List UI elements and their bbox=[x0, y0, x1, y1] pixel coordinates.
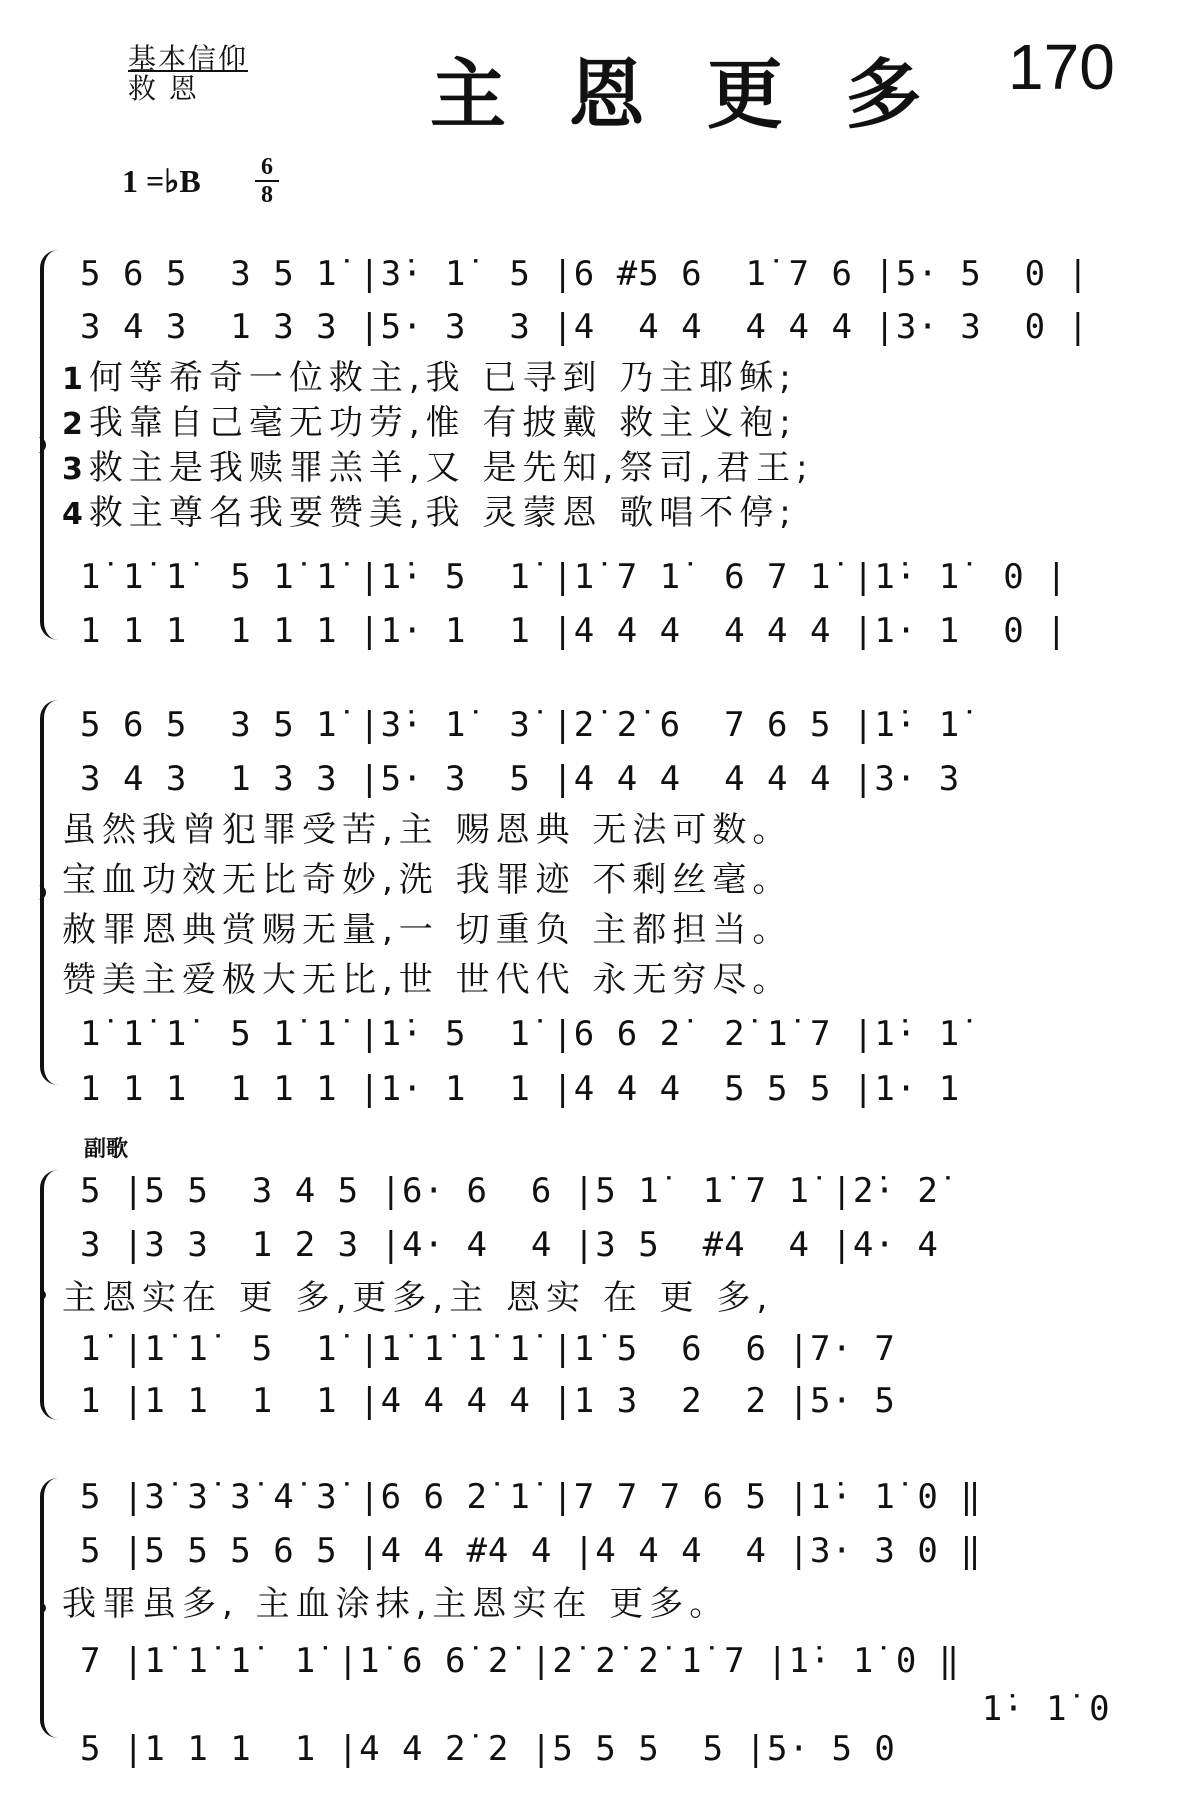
lyric-line bbox=[62, 1278, 773, 1318]
lyric-text: 我靠自己毫无功劳,惟 有披戴 救主义袍; bbox=[88, 403, 797, 443]
lyric-text: 虽然我曾犯罪受苦,主 赐恩典 无法可数。 bbox=[62, 810, 793, 850]
bass-row: 1 1 1 1 1 1 |1· 1 1 |4 4 4 5 5 5 |1· 1 bbox=[80, 1069, 961, 1109]
lyric-line bbox=[62, 448, 814, 490]
bass-row: 1 |1 1 1 1 |4 4 4 4 |1 3 2 2 |5· 5 bbox=[80, 1381, 896, 1421]
verse-number: 4 bbox=[62, 497, 83, 532]
tenor-row: 7 |1̇ 1̇ 1̇ 1̇ |1̇ 6 6̇ 2̇ |2̇ 2̇ 2̇ 1̇ 7 |1̇· 1̇ 0 ‖ bbox=[80, 1641, 961, 1681]
time-signature bbox=[255, 154, 279, 208]
lyric-line bbox=[62, 860, 792, 900]
lyric-line bbox=[62, 810, 792, 850]
lyric-text: 救主尊名我要赞美,我 灵蒙恩 歌唱不停; bbox=[88, 493, 797, 533]
category-label bbox=[128, 44, 248, 104]
hymn-title: 主 恩 更 多 bbox=[430, 50, 940, 139]
lyric-line bbox=[62, 358, 797, 400]
lyric-text: 主恩实在 更 多,更多,主 恩实 在 更 多, bbox=[62, 1278, 774, 1318]
lyric-text: 救主是我赎罪羔羊,又 是先知,祭司,君王; bbox=[88, 448, 814, 488]
system-brace bbox=[40, 1478, 64, 1738]
verse-number: 1 bbox=[62, 362, 83, 397]
extra-divisi-row: 1̇· 1̇ 0 bbox=[80, 1689, 1111, 1729]
lyric-text: 宝血功效无比奇妙,洗 我罪迹 不剩丝毫。 bbox=[62, 860, 793, 900]
category-line-2: 救 恩 bbox=[128, 72, 199, 105]
bass-row: 5 |1 1 1 1 |4 4 2̇ 2 |5 5 5 5 |5· 5 0 bbox=[80, 1729, 896, 1769]
alto-row: 3 4 3 1 3 3 |5· 3 5 |4 4 4 4 4 4 |3· 3 bbox=[80, 759, 961, 799]
category-line-1: 基本信仰 bbox=[128, 42, 249, 75]
soprano-row: 5 6 5 3 5 1̇ |3̇· 1̇ 3̇ |2̇ 2̇ 6 7 6 5 |1̇· 1̇ bbox=[80, 705, 961, 745]
lyric-line bbox=[62, 1584, 729, 1624]
soprano-row: 5 |3̇ 3̇ 3̇ 4̇ 3̇ |6 6 2̇ 1̇ |7 7 7 6 5 |1̇· 1̇ 0 ‖ bbox=[80, 1477, 982, 1517]
system-brace bbox=[40, 250, 64, 640]
meter-bottom: 8 bbox=[261, 182, 273, 208]
meter-top: 6 bbox=[261, 154, 273, 180]
hymn-number: 170 bbox=[1008, 31, 1115, 103]
soprano-row: 5 |5 5 3 4 5 |6· 6 6 |5 1̇ 1̇ 7 1̇ |2̇· 2̇ bbox=[80, 1171, 939, 1211]
lyric-line bbox=[62, 493, 797, 535]
system-brace bbox=[40, 700, 64, 1085]
lyric-line bbox=[62, 910, 792, 950]
lyric-text: 赦罪恩典赏赐无量,一 切重负 主都担当。 bbox=[62, 910, 793, 950]
bass-row: 1 1 1 1 1 1 |1· 1 1 |4 4 4 4 4 4 |1· 1 0 | bbox=[80, 611, 1068, 651]
key-signature: 1 =♭B bbox=[122, 163, 201, 199]
alto-row: 3 |3 3 1 2 3 |4· 4 4 |3 5 #4 4 |4· 4 bbox=[80, 1225, 939, 1265]
alto-row: 5 |5 5 5 6 5 |4 4 #4 4 |4 4 4 4 |3· 3 0 ‖ bbox=[80, 1531, 982, 1571]
tenor-row: 1̇ 1̇ 1̇ 5 1̇ 1̇ |1̇· 5 1̇ |1̇ 7 1̇ 6 7 1̇ |1̇· 1̇ 0 | bbox=[80, 557, 1068, 597]
tenor-row: 1̇ 1̇ 1̇ 5 1̇ 1̇ |1̇· 5 1̇ |6 6 2̇ 2̇ 1̇ 7 |1̇· 1̇ bbox=[80, 1014, 961, 1054]
verse-number: 2 bbox=[62, 407, 83, 442]
verse-number: 3 bbox=[62, 452, 83, 487]
lyric-text: 我罪虽多, 主血涂抹,主恩实在 更多。 bbox=[62, 1584, 730, 1624]
alto-row: 3 4 3 1 3 3 |5· 3 3 |4 4 4 4 4 4 |3· 3 0 | bbox=[80, 307, 1090, 347]
lyric-text: 赞美主爱极大无比,世 世代代 永无穷尽。 bbox=[62, 960, 793, 1000]
chorus-label: 副歌 bbox=[84, 1137, 129, 1162]
system-brace bbox=[40, 1170, 64, 1420]
lyric-line bbox=[62, 403, 797, 445]
lyric-text: 何等希奇一位救主,我 已寻到 乃主耶稣; bbox=[88, 358, 797, 398]
lyric-line bbox=[62, 960, 792, 1000]
tenor-row: 1̇ |1̇ 1̇ 5 1̇ |1̇ 1̇ 1̇ 1̇ |1̇ 5 6 6 |7· 7 bbox=[80, 1329, 896, 1369]
soprano-row: 5 6 5 3 5 1̇ |3̇· 1̇ 5 |6 #5 6 1̇ 7 6 |5· 5 0 | bbox=[80, 254, 1090, 294]
